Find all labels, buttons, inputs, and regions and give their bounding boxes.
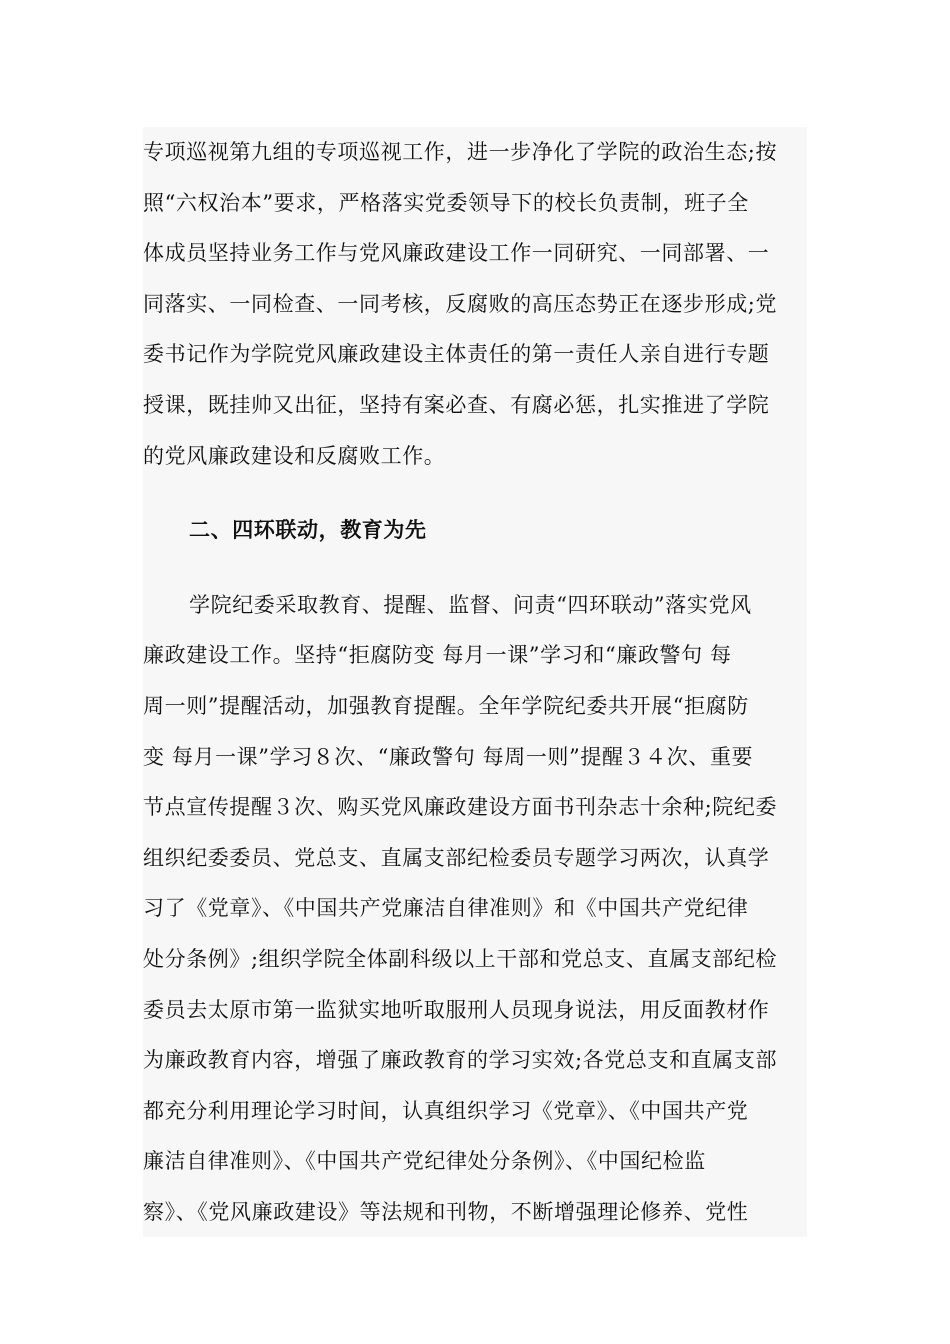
text-line: 同落实、一同检查、一同考核，反腐败的高压态势正在逐步形成;党 — [143, 291, 778, 316]
text-line: 习了《党章》、《中国共产党廉洁自律准则》和《中国共产党纪律 — [143, 896, 749, 921]
text-line: 专项巡视第九组的专项巡视工作，进一步净化了学院的政治生态;按 — [143, 140, 778, 164]
text-line: 组织纪委委员、党总支、直属支部纪检委员专题学习两次，认真学 — [143, 845, 770, 870]
text-line: 变 每月一课”学习８次、“廉政警句 每周一则”提醒３４次、重要 — [143, 744, 754, 769]
document-body — [143, 127, 807, 1237]
text-line: 授课，既挂帅又出征，坚持有案必查、有腐必惩，扎实推进了学院 — [143, 392, 770, 417]
text-line: 察》、《党风廉政建设》等法规和刊物，不断增强理论修养、党性 — [143, 1199, 749, 1224]
text-line: 委员去太原市第一监狱实地听取服刑人员现身说法，用反面教材作 — [143, 997, 770, 1022]
text-line: 为廉政教育内容，增强了廉政教育的学习实效;各党总支和直属支部 — [143, 1048, 778, 1073]
text-line: 处分条例》;组织学院全体副科级以上干部和党总支、直属支部纪检 — [143, 946, 778, 971]
text-line: 节点宣传提醒３次、购买党风廉政建设方面书刊杂志十余种;院纪委 — [143, 795, 778, 820]
text-line: 的党风廉政建设和反腐败工作。 — [143, 443, 446, 468]
text-line: 委书记作为学院党风廉政建设主体责任的第一责任人亲自进行专题 — [143, 342, 770, 367]
section-heading: 二、四环联动，教育为先 — [189, 518, 427, 543]
text-line: 廉洁自律准则》、《中国共产党纪律处分条例》、《中国纪检监 — [143, 1149, 706, 1174]
text-line: 廉政建设工作。坚持“拒腐防变 每月一课”学习和“廉政警句 每 — [143, 643, 732, 668]
text-line: 体成员坚持业务工作与党风廉政建设工作一同研究、一同部署、一 — [143, 241, 770, 266]
text-line: 周一则”提醒活动，加强教育提醒。全年学院纪委共开展“拒腐防 — [143, 693, 749, 718]
text-line: 照“六权治本”要求，严格落实党委领导下的校长负责制，班子全 — [143, 190, 749, 215]
paragraph-1 — [143, 127, 807, 481]
paragraph-gap — [143, 556, 807, 580]
paragraph-2 — [143, 580, 807, 1238]
text-line: 都充分利用理论学习时间，认真组织学习《党章》、《中国共产党 — [143, 1098, 749, 1123]
text-line: 学院纪委采取教育、提醒、监督、问责“四环联动”落实党风 — [189, 592, 752, 617]
paragraph-gap — [143, 481, 807, 505]
